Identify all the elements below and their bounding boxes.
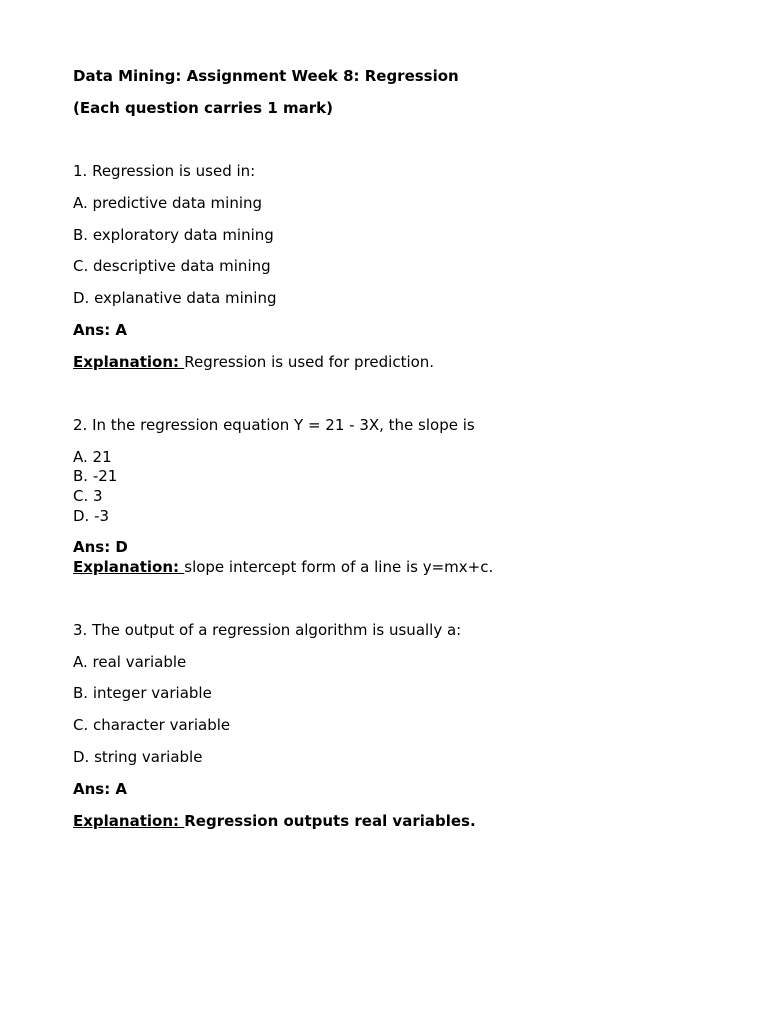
explanation-text: Regression is used for prediction. bbox=[184, 353, 435, 371]
question-text: 1. Regression is used in: bbox=[73, 162, 256, 180]
option-a: A. 21 bbox=[73, 448, 112, 466]
option-b: B. -21 bbox=[73, 467, 118, 485]
explanation bbox=[73, 811, 476, 831]
document-title: Data Mining: Assignment Week 8: Regression bbox=[73, 67, 459, 85]
option-c: C. 3 bbox=[73, 487, 103, 505]
option-a: A. real variable bbox=[73, 653, 187, 671]
question-text: 3. The output of a regression algorithm is usually a: bbox=[73, 621, 462, 639]
option-b: B. exploratory data mining bbox=[73, 226, 274, 244]
explanation bbox=[73, 557, 493, 577]
option-d: D. -3 bbox=[73, 507, 110, 525]
answer: Ans: A bbox=[73, 780, 128, 798]
answer: Ans: A bbox=[73, 321, 128, 339]
explanation-label: Explanation: bbox=[73, 353, 185, 371]
option-c: C. descriptive data mining bbox=[73, 257, 271, 275]
explanation-text: Regression outputs real variables. bbox=[184, 812, 476, 830]
document-subtitle: (Each question carries 1 mark) bbox=[73, 99, 333, 117]
explanation-label: Explanation: bbox=[73, 812, 185, 830]
question-text: 2. In the regression equation Y = 21 - 3X, the slope is bbox=[73, 416, 475, 434]
explanation-label: Explanation: bbox=[73, 558, 185, 576]
option-d: D. string variable bbox=[73, 748, 203, 766]
explanation-text: slope intercept form of a line is y=mx+c. bbox=[184, 558, 494, 576]
option-b: B. integer variable bbox=[73, 684, 212, 702]
option-d: D. explanative data mining bbox=[73, 289, 277, 307]
option-a: A. predictive data mining bbox=[73, 194, 263, 212]
option-c: C. character variable bbox=[73, 716, 231, 734]
explanation bbox=[73, 352, 434, 372]
answer: Ans: D bbox=[73, 538, 128, 556]
